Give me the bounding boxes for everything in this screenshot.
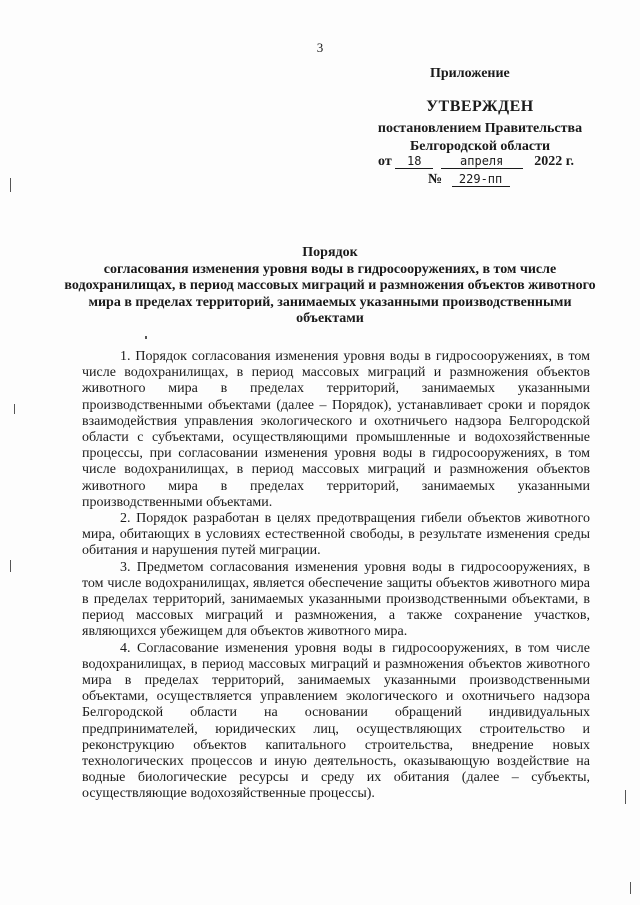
approval-number: [428, 172, 510, 188]
scan-mark: [14, 404, 15, 414]
approval-date: [378, 154, 574, 170]
document-body: [82, 349, 590, 803]
document-title: [60, 245, 600, 328]
scan-mark: [630, 882, 631, 894]
scan-mark: [145, 336, 147, 339]
date-day: 18: [395, 154, 433, 169]
title-word: Порядок: [302, 245, 358, 260]
date-month: апреля: [441, 154, 523, 169]
number-prefix: №: [428, 172, 443, 187]
paragraph-2: 2. Порядок разработан в целях предотвращения гибели объектов животного мира, обитающих в условиях естественной свободы, в результате изменения среды обитания и нарушения путей миграции.: [82, 511, 590, 559]
approval-region: Белгородской области: [409, 139, 551, 154]
approval-authority: постановлением Правительства: [377, 121, 583, 136]
paragraph-4: 4. Согласование изменения уровня воды в гидросооружениях, в том числе водохранилищах, в период массовых миграций и размножения объектов животного мира в пределах территорий, занимаемых указанными производственными объектами, осуществляется управлением экологического и охотничьего надзора Белгородской области на основании обращений индивидуальных предпринимателей, юридических лиц, осуществляющих строительство и реконструкцию объектов капитального строительства, внедрение новых технологических процессов и иную деятельность, оказывающую воздействие на водные биологические ресурсы и среду их обитания (далее – субъекты, осуществляющие водохозяйственные процессы).: [82, 640, 590, 802]
paragraph-1: 1. Порядок согласования изменения уровня воды в гидросооружениях, в том числе водохранилищах, в период массовых миграций и размножения объектов животного мира в пределах территорий, занимаемых указанными производственными объектами (далее – Порядок), устанавливает сроки и порядок взаимодействия управления экологического и охотничьего надзора Белгородской области с субъектами, осуществляющими промышленные и водохозяйственные процессы, при согласовании изменения уровня воды в гидросооружениях, в том числе водохранилищах, в период массовых миграций и размножения объектов животного мира в пределах территорий, занимаемых указанными производственными объектами.: [82, 349, 590, 510]
date-prefix: от: [378, 154, 392, 169]
paragraph-3: 3. Предметом согласования изменения уровня воды в гидросооружениях, в том числе водохранилищах, является обеспечение защиты объектов животного мира в пределах территорий, занимаемых указанными производственными объектами, в период массовых миграций и размножения, а также сохранение участков, являющихся убежищем для объектов животного мира.: [82, 559, 590, 640]
scan-mark: [625, 790, 626, 804]
appendix-label: Приложение: [430, 66, 510, 81]
approved-heading: УТВЕРЖДЕН: [426, 98, 534, 115]
date-year: 2022 г.: [534, 154, 574, 169]
scan-mark: [10, 178, 11, 192]
title-subject: согласования изменения уровня воды в гидросооружениях, в том числе водохранилищах, в период массовых миграций и размножения объектов животного мира в пределах территорий, занимаемых указанными производственными объектами: [64, 261, 596, 326]
number-value: 229-пп: [452, 172, 510, 187]
scan-mark: [10, 560, 11, 572]
page-number: 3: [316, 40, 324, 55]
